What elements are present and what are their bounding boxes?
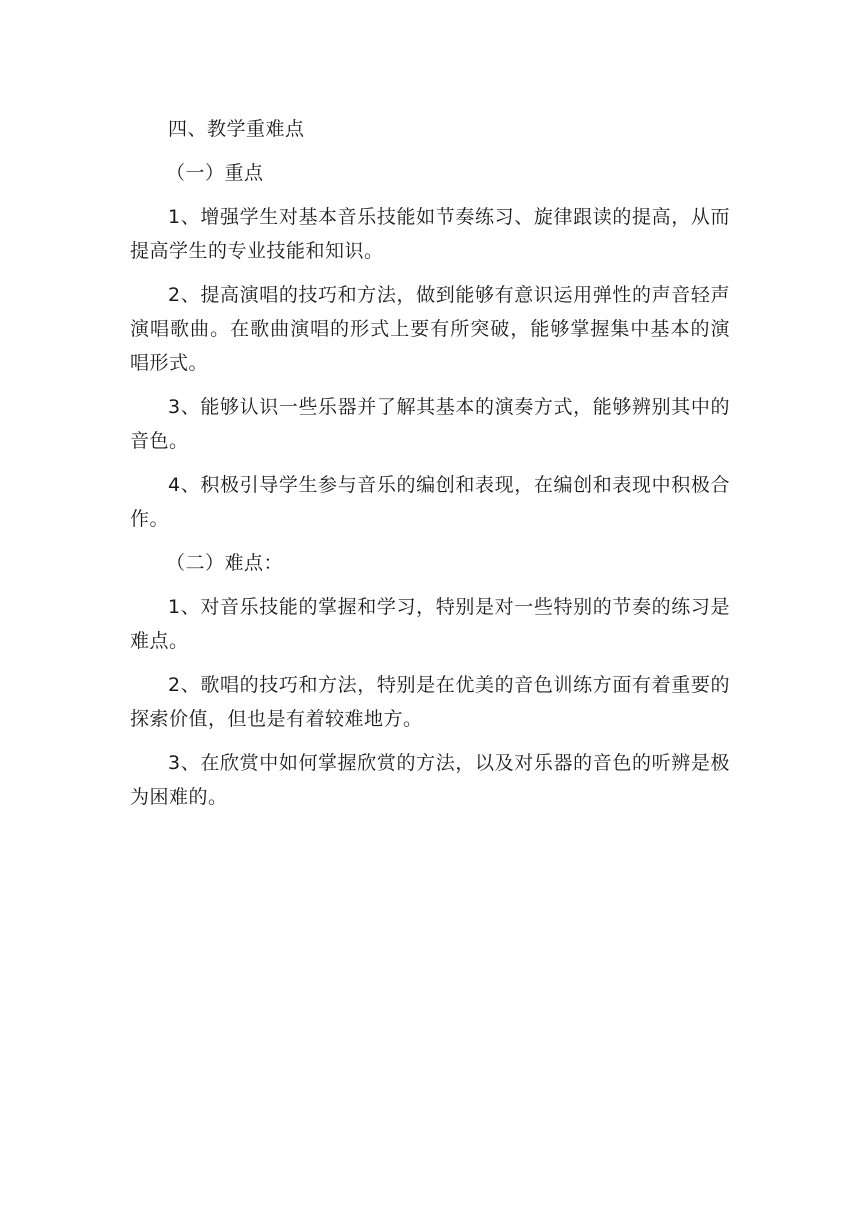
subsection-title-key-points: （一）重点 xyxy=(166,162,264,184)
key-point-item: 2、提高演唱的技巧和方法，做到能够有意识运用弹性的声音轻声演唱歌曲。在歌曲演唱的形式上要有所突破，能够掌握集中基本的演唱形式。 xyxy=(130,284,730,374)
difficulty-item: 3、在欣赏中如何掌握欣赏的方法，以及对乐器的音色的听辨是极为困难的。 xyxy=(130,752,730,808)
difficulty-item: 2、歌唱的技巧和方法，特别是在优美的音色训练方面有着重要的探索价值，但也是有着较难地方。 xyxy=(130,674,730,730)
difficulty-item: 1、对音乐技能的掌握和学习，特别是对一些特别的节奏的练习是难点。 xyxy=(130,596,730,652)
key-point-item: 1、增强学生对基本音乐技能如节奏练习、旋律跟读的提高，从而提高学生的专业技能和知识。 xyxy=(130,206,730,262)
document-body xyxy=(130,112,730,824)
key-point-item: 3、能够认识一些乐器并了解其基本的演奏方式，能够辨别其中的音色。 xyxy=(130,396,730,452)
section-heading: 四、教学重难点 xyxy=(168,118,305,140)
key-point-item: 4、积极引导学生参与音乐的编创和表现，在编创和表现中积极合作。 xyxy=(130,474,730,530)
subsection-title-difficulties: （二）难点： xyxy=(166,552,284,574)
